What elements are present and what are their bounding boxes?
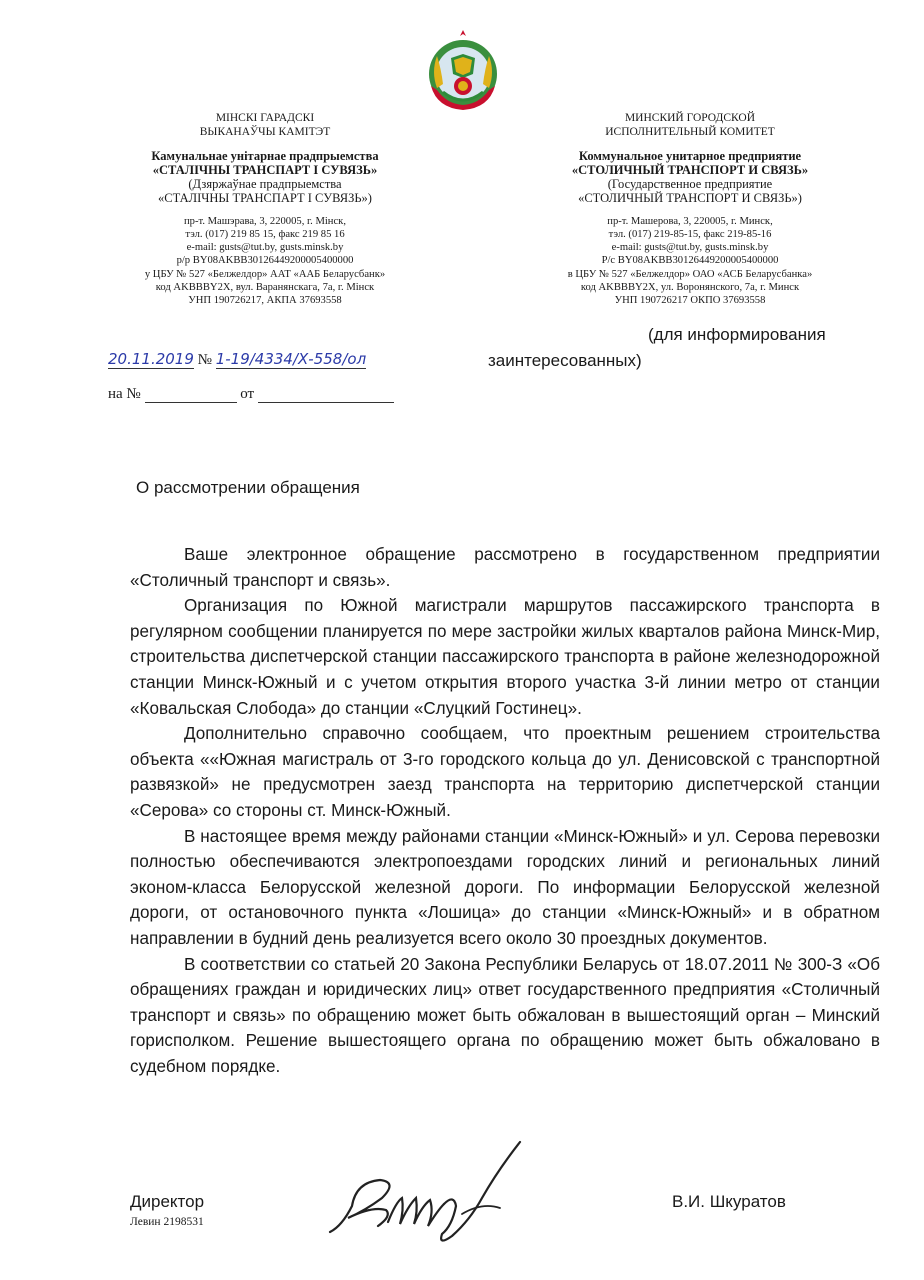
- executor-note: Левин 2198531: [130, 1216, 204, 1228]
- from-label: от: [240, 386, 255, 402]
- letter-body: [130, 542, 880, 1079]
- address-line: УНП 190726217 ОКПО 37693558: [614, 295, 766, 306]
- handwritten-number: 1-19/4334/Х-558/ол: [215, 350, 367, 368]
- org-line: МІНСКІ ГАРАДСКІ: [215, 112, 315, 124]
- address-line: тэл. (017) 219-85-15, факс 219-85-16: [608, 228, 772, 240]
- subject-line: О рассмотрении обращения: [136, 478, 360, 497]
- address-line: e-mail: gusts@tut.by, gusts.minsk.by: [186, 242, 344, 254]
- company-name: (Дзяржаўнае прадпрыемства: [188, 177, 342, 192]
- address-line: УНП 190726217, АКПА 37693558: [188, 295, 342, 306]
- addressee: [488, 322, 868, 374]
- reference-line: [108, 350, 366, 374]
- belarus-state-emblem-icon: [423, 28, 503, 114]
- signatory-name: В.И. Шкуратов: [672, 1192, 786, 1211]
- paragraph: В настоящее время между районами станции «Минск-Южный» и ул. Серова перевозки полностью обеспечиваются электропоездами городских линий и региональных линий эконом-класса Белорусской железной дороги. По информации Белорусской железной дороги, от остановочного пункта «Лошица» до станции «Минск-Южный» и в обратном направлении в будний день реализуется всего около 30 проездных документов.: [130, 826, 880, 948]
- address-line: р/р BY08AKBB30126449200005400000: [176, 255, 354, 267]
- reply-to-row: [108, 386, 394, 403]
- company-name: «СТОЛИЧНЫЙ ТРАНСПОРТ И СВЯЗЬ»: [571, 162, 809, 177]
- addressee-line: (для информирования: [648, 325, 826, 344]
- blank-field: [145, 388, 237, 403]
- address-line: код AKBBBY2X, ул. Воронянского, 7а, г. Минск: [580, 281, 800, 293]
- company-name: Коммунальное унитарное предприятие: [578, 148, 802, 163]
- on-label: на №: [108, 386, 141, 402]
- paragraph: В соответствии со статьей 20 Закона Республики Беларусь от 18.07.2011 № 300-З «Об обращениях граждан и юридических лиц» ответ государственного предприятия «Столичный транспорт и связь» по обращению может быть обжалован в вышестоящий орган – Минский горисполком. Решение вышестоящего органа по обращению может быть обжаловано в судебном порядке.: [130, 954, 880, 1076]
- blank-field: [258, 388, 394, 403]
- signatory-title: Директор: [130, 1192, 205, 1211]
- addressee-line: заинтересованных): [488, 351, 642, 370]
- company-name: «СТОЛИЧНЫЙ ТРАНСПОРТ И СВЯЗЬ»): [578, 191, 802, 206]
- paragraph: Дополнительно справочно сообщаем, что проектным решением строительства объекта ««Южная магистраль от 3-го городского кольца до ул. Денисовской с транспортной развязкой» не предусмотрен заезд транспорта на территорию диспетчерской станции «Серова» со стороны ст. Минск-Южный.: [130, 724, 880, 820]
- address-line: Р/с BY08AKBB30126449200005400000: [601, 255, 779, 267]
- header-right: [525, 111, 855, 307]
- paragraph: Организация по Южной магистрали маршрутов пассажирского транспорта в регулярном сообщении планируется по мере застройки жилых кварталов района Минск-Мир, строительства диспетчерской станции пассажирского транспорта в районе железнодорожной станции Минск-Южный и с учетом открытия второго участка 3-й линии метро от станции «Ковальская Слобода» до станции «Слуцкий Гостинец».: [130, 596, 880, 718]
- org-line: МИНСКИЙ ГОРОДСКОЙ: [624, 112, 756, 124]
- address-line: пр-т. Машерова, 3, 220005, г. Минск,: [607, 215, 773, 227]
- org-line: ВЫКАНАЎЧЫ КАМІТЭТ: [199, 126, 331, 139]
- company-name: Камунальнае унітарнае прадпрыемства: [151, 148, 379, 163]
- company-name: «СТАЛІЧНЫ ТРАНСПАРТ І СУВЯЗЬ»: [152, 162, 378, 177]
- handwritten-signature: [322, 1136, 554, 1248]
- address-line: пр-т. Машэрава, 3, 220005, г. Мінск,: [184, 215, 346, 227]
- company-name: «СТАЛІЧНЫ ТРАНСПАРТ І СУВЯЗЬ»): [158, 191, 372, 206]
- address-line: в ЦБУ № 527 «Белжелдор» ОАО «АСБ Беларусбанка»: [567, 268, 813, 280]
- number-label: №: [197, 352, 212, 368]
- company-name: (Государственное предприятие: [607, 177, 773, 192]
- handwritten-date: 20.11.2019: [108, 350, 194, 368]
- address-line: тэл. (017) 219 85 15, факс 219 85 16: [185, 228, 345, 240]
- address-line: у ЦБУ № 527 «Белжелдор» ААТ «ААБ Беларусбанк»: [144, 268, 386, 280]
- header-left: [100, 111, 430, 307]
- org-line: ИСПОЛНИТЕЛЬНЫЙ КОМИТЕТ: [605, 126, 775, 139]
- address-line: код AKBBBY2X, вул. Варанянскага, 7а, г. Мінск: [155, 281, 375, 293]
- paragraph: Ваше электронное обращение рассмотрено в государственном предприятии «Столичный транспорт и связь».: [130, 545, 880, 590]
- address-line: e-mail: gusts@tut.by, gusts.minsk.by: [611, 242, 769, 254]
